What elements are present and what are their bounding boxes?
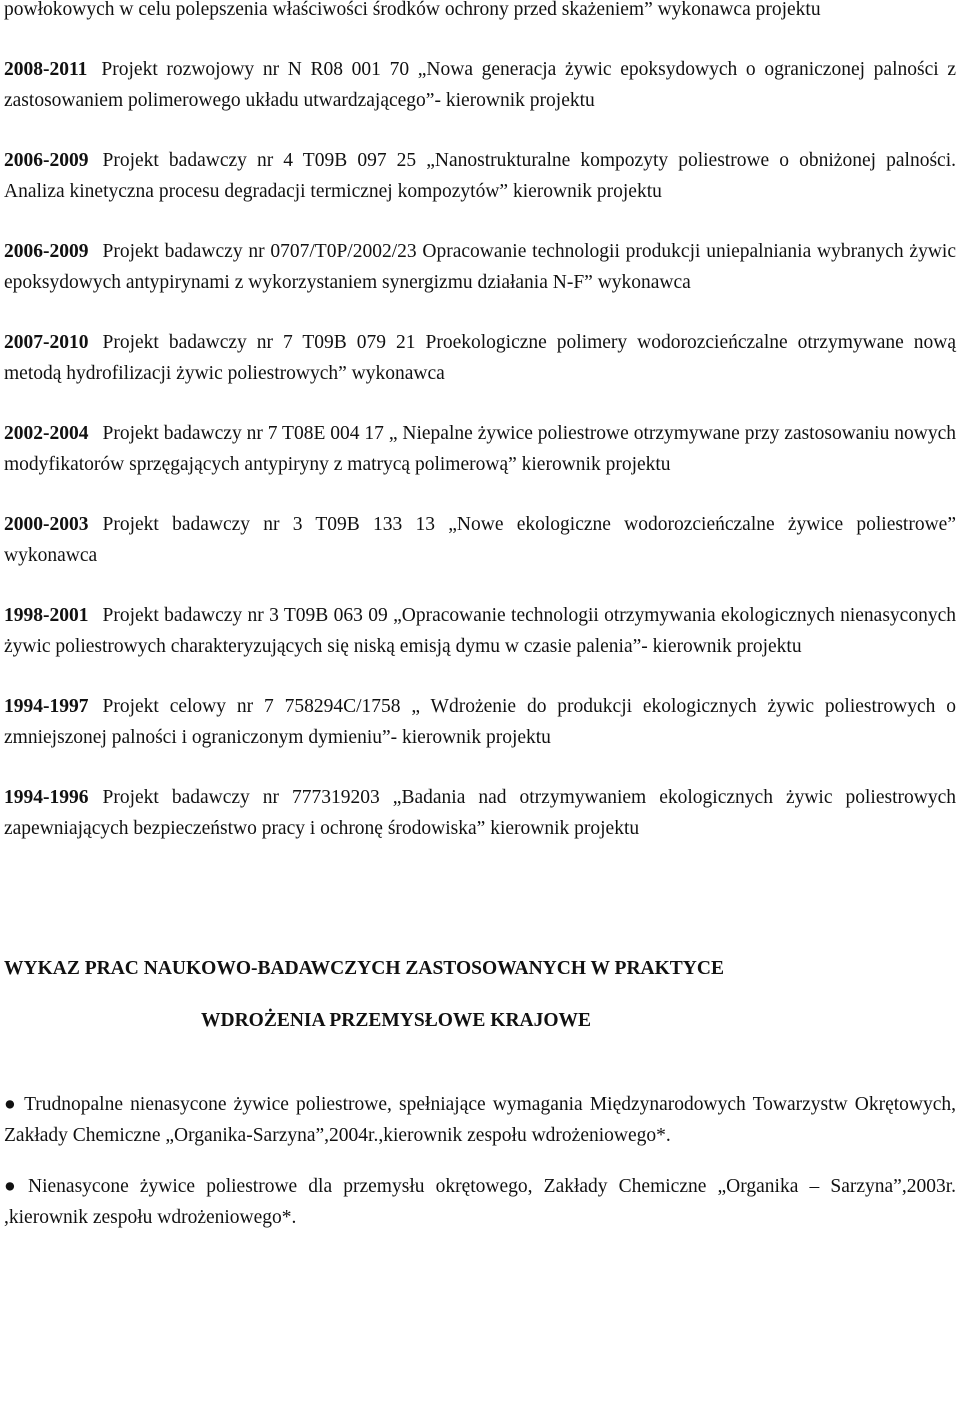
project-years: 1998-2001 — [4, 605, 89, 626]
project-text: Projekt badawczy nr 7 T09B 079 21 Proekologiczne polimery wodorozcieńczalne otrzymywane nową metodą hydrofilizacji żywic poliestrowych” wykonawca — [4, 332, 956, 384]
project-entry-5 — [4, 418, 956, 480]
implementation-item-0 — [4, 1089, 956, 1151]
section-heading: WYKAZ PRAC NAUKOWO-BADAWCZYCH ZASTOSOWANYCH W PRAKTYCE — [4, 958, 724, 979]
bullet-icon: ● — [4, 1094, 19, 1115]
section-spacer — [4, 873, 956, 953]
implementation-text: Trudnopalne nienasycone żywice poliestrowe, spełniające wymagania Międzynarodowych Towarzystw Okrętowych, Zakłady Chemiczne „Organika-Sarzyna”,2004r.,kierownik zespołu wdrożeniowego*. — [4, 1094, 957, 1146]
implementation-item-1 — [4, 1171, 956, 1233]
project-entry-8 — [4, 691, 956, 753]
project-years: 2008-2011 — [4, 59, 88, 80]
project-entry-6 — [4, 509, 956, 571]
project-years: 2000-2003 — [4, 514, 89, 535]
implementation-text: Nienasycone żywice poliestrowe dla przemysłu okrętowego, Zakłady Chemiczne „Organika – Sarzyna”,2003r. ,kierownik zespołu wdrożeniowego*. — [4, 1176, 956, 1228]
project-years: 1994-1996 — [4, 787, 89, 808]
bullet-icon: ● — [4, 1176, 23, 1197]
project-text: Projekt badawczy nr 0707/T0P/2002/23 Opracowanie technologii produkcji uniepalniania wybranych żywic epoksydowych antypirynami z wykorzystaniem synergizmu działania N-F” wykonawca — [4, 241, 956, 293]
project-entry-0 — [4, 0, 956, 25]
project-years: 2002-2004 — [4, 423, 89, 444]
project-years: 2006-2009 — [4, 241, 89, 262]
project-text: powłokowych w celu polepszenia właściwości środków ochrony przed skażeniem” wykonawca projektu — [4, 0, 821, 20]
project-text: Projekt celowy nr 7 758294C/1758 „ Wdrożenie do produkcji ekologicznych żywic poliestrowych o zmniejszonej palności i ograniczonym dymieniu”- kierownik projektu — [4, 696, 956, 748]
project-entry-7 — [4, 600, 956, 662]
project-text: Projekt badawczy nr 777319203 „Badania nad otrzymywaniem ekologicznych żywic poliestrowych zapewniających bezpieczeństwo pracy i ochronę środowiska” kierownik projektu — [4, 787, 956, 839]
project-entry-9 — [4, 782, 956, 844]
project-years: 2007-2010 — [4, 332, 89, 353]
project-text: Projekt badawczy nr 7 T08E 004 17 „ Niepalne żywice poliestrowe otrzymywane przy zastosowaniu nowych modyfikatorów sprzęgających antypiryny z matrycą polimerową” kierownik projektu — [4, 423, 956, 475]
project-years: 1994-1997 — [4, 696, 89, 717]
project-text: Projekt badawczy nr 3 T09B 133 13 „Nowe ekologiczne wodorozcieńczalne żywice poliestrowe” wykonawca — [4, 514, 956, 566]
project-text: Projekt badawczy nr 4 T09B 097 25 „Nanostrukturalne kompozyty poliestrowe o obniżonej palności. Analiza kinetyczna procesu degradacji termicznej kompozytów” kierownik projektu — [4, 150, 956, 202]
subsection-heading: WDROŻENIA PRZEMYSŁOWE KRAJOWE — [201, 1010, 592, 1031]
project-text: Projekt badawczy nr 3 T09B 063 09 „Opracowanie technologii otrzymywania ekologicznych nienasyconych żywic poliestrowych charakteryzujących się niską emisją dymu w czasie palenia”- kierownik projektu — [4, 605, 956, 657]
project-entry-1 — [4, 54, 956, 116]
project-years: 2006-2009 — [4, 150, 89, 171]
project-text: Projekt rozwojowy nr N R08 001 70 „Nowa generacja żywic epoksydowych o ograniczonej palności z zastosowaniem polimerowego układu utwardzającego”- kierownik projektu — [4, 59, 956, 111]
document-page — [4, 0, 956, 1253]
project-entry-4 — [4, 327, 956, 389]
project-entry-3 — [4, 236, 956, 298]
project-entry-2 — [4, 145, 956, 207]
